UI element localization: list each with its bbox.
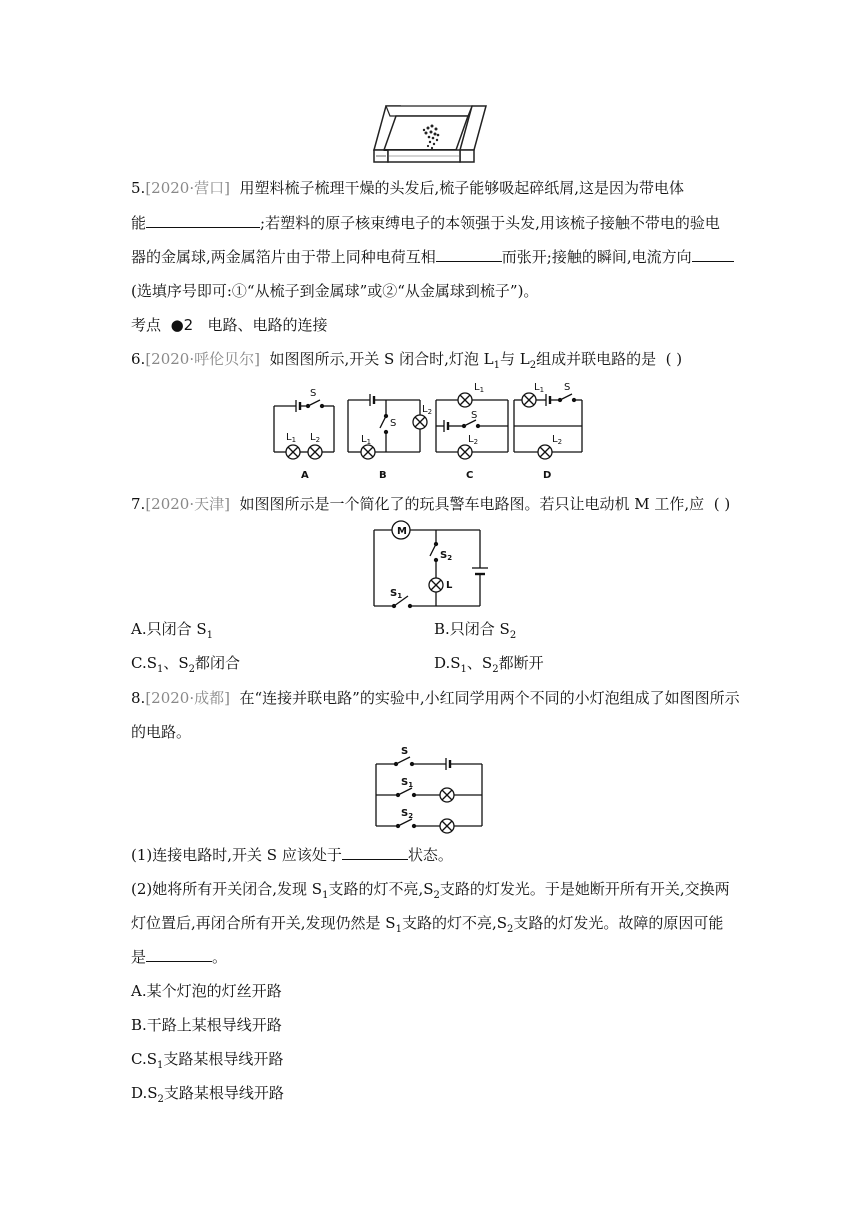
q5-line-4: (选填序号即可:①“从梳子到金属球”或②“从金属球到梳子”)。 [131,282,539,300]
q8-option-b[interactable]: B.干路上某根导线开路 [131,1016,282,1034]
q8-blank-2[interactable] [146,947,212,962]
q5-line-1: 5.[2020·营口] 用塑料梳子梳理干燥的头发后,梳子能够吸起碎纸屑,这是因为带电体 [131,179,685,197]
q6-b-s-label: S [390,418,397,429]
q6-option-c[interactable]: C [466,470,474,480]
q8-s1-label: $S_1$ [401,777,414,789]
q8-part-2-line-1: (2)她将所有开关闭合,发现 $S_1$支路的灯不亮$,S_2$支路的灯发光。于是她断开所有开关,交换两 [131,880,730,901]
kaodian-heading: 考点 ●2 电路、电路的连接 [131,316,328,334]
q8-part-2-line-3: 是 。 [131,948,228,966]
q6-option-a[interactable]: A [301,470,309,480]
q5-blank-3[interactable] [692,247,734,262]
q6-stem: 6.[2020·呼伦贝尔] 如图图所示,开关 S 闭合时,灯泡 $L_1$与 $L_2$组成并联电路的是 ( ) [131,350,683,371]
q6-d-l2-label: $L_2$ [552,434,563,446]
q6-circuits-figure [268,380,588,480]
q6-d-l1-label: $L_1$ [534,382,545,394]
q7-option-c[interactable]: $C.S_1$、$S_2$都闭合 [131,654,241,675]
q8-line-1: 8.[2020·成都] 在“连接并联电路”的实验中,小红同学用两个不同的小灯泡组成了如图图所示 [131,689,740,707]
q6-c-l1-label: $L_1$ [474,382,485,394]
q6-option-b[interactable]: B [379,470,387,480]
q5-source: [2020·营口] [145,179,230,197]
q7-stem: 7.[2020·天津] 如图图所示是一个简化了的玩具警车电路图。若只让电动机 M 工作,应 ( ) [131,495,731,513]
q8-s2-label: $S_2$ [401,808,414,820]
q6-a-l1-label: $L_1$ [286,432,297,444]
q6-option-d[interactable]: D [543,470,552,480]
q8-s-label: S [401,746,409,757]
q7-circuit-figure [368,518,490,612]
q5-blank-1[interactable] [146,213,260,228]
q7-option-a[interactable]: A.只闭合 $S_1$ [131,620,214,641]
q8-source: [2020·成都] [145,689,230,707]
q8-option-a[interactable]: A.某个灯泡的灯丝开路 [131,982,282,1000]
q8-option-d[interactable]: $D.S_2$支路某根导线开路 [131,1084,284,1105]
q6-source: [2020·呼伦贝尔] [145,350,260,368]
q6-a-s-label: S [310,388,317,399]
q6-d-s-label: S [564,382,571,393]
q8-circuit-figure [368,744,490,836]
q7-s2-label: $S_2$ [440,550,453,562]
q7-motor-label: M [397,526,407,537]
q6-c-s-label: S [471,410,478,421]
q7-option-d[interactable]: $D.S_1$、$S_2$都断开 [434,654,544,675]
q6-b-l1-label: $L_1$ [361,434,372,446]
q6-a-l2-label: $L_2$ [310,432,321,444]
q5-line-2: 能 ;若塑料的原子核束缚电子的本领强于头发,用该梳子接触不带电的验电 [131,214,720,232]
q7-l-label: L [446,580,453,591]
q8-part-2-line-2: 灯位置后,再闭合所有开关,发现仍然是 $S_1$支路的灯不亮$,S_2$支路的灯发光。故障的原因可能 [131,914,724,935]
q4-figure [372,102,488,168]
q8-line-2: 的电路。 [131,723,192,741]
q5-blank-2[interactable] [436,247,502,262]
q6-b-l2-label: $L_2$ [422,404,433,416]
q5-line-3: 器的金属球,两金属箔片由于带上同种电荷互相 而张开;接触的瞬间,电流方向 [131,247,734,267]
q8-part-1: (1)连接电路时,开关 S 应该处于 状态。 [131,846,453,864]
q8-option-c[interactable]: $C.S_1$支路某根导线开路 [131,1050,284,1071]
q7-source: [2020·天津] [145,495,230,513]
q8-blank-1[interactable] [342,845,408,860]
q6-c-l2-label: $L_2$ [468,434,479,446]
q7-option-b[interactable]: B.只闭合 $S_2$ [434,620,517,641]
q7-s1-label: $S_1$ [390,588,403,600]
